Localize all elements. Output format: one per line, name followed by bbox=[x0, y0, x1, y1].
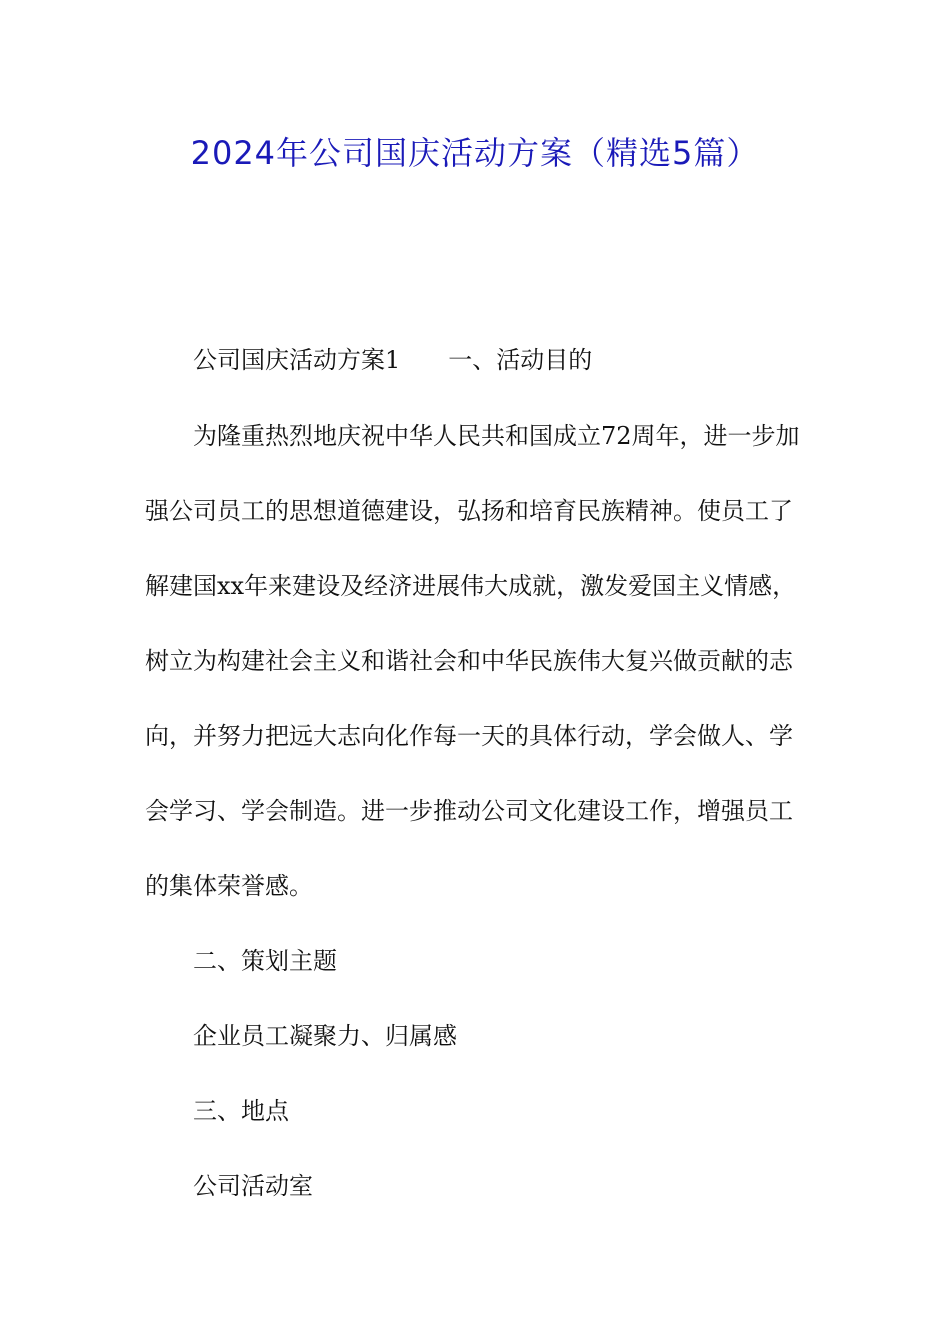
paragraph-line: 为隆重热烈地庆祝中华人民共和国成立72周年，进一步加 bbox=[193, 422, 800, 450]
paragraph-line: 向，并努力把远大志向化作每一天的具体行动，学会做人、学 bbox=[145, 722, 793, 750]
theme-text: 企业员工凝聚力、归属感 bbox=[193, 1022, 457, 1050]
location-heading: 三、地点 bbox=[193, 1097, 289, 1125]
location-text: 公司活动室 bbox=[193, 1172, 313, 1200]
paragraph-line: 会学习、学会制造。进一步推动公司文化建设工作，增强员工 bbox=[145, 797, 793, 825]
theme-heading: 二、策划主题 bbox=[193, 947, 337, 975]
paragraph-line: 的集体荣誉感。 bbox=[145, 872, 313, 900]
purpose-heading: 一、活动目的 bbox=[448, 346, 593, 374]
document-title: 2024年公司国庆活动方案（精选5篇） bbox=[190, 134, 760, 172]
plan-heading: 公司国庆活动方案1 bbox=[193, 346, 401, 374]
paragraph-line: 树立为构建社会主义和谐社会和中华民族伟大复兴做贡献的志 bbox=[145, 647, 793, 675]
paragraph-line: 强公司员工的思想道德建设，弘扬和培育民族精神。使员工了 bbox=[145, 497, 793, 525]
section-heading-line bbox=[193, 342, 810, 378]
paragraph-line: 解建国xx年来建设及经济进展伟大成就，激发爱国主义情感， bbox=[145, 572, 797, 600]
